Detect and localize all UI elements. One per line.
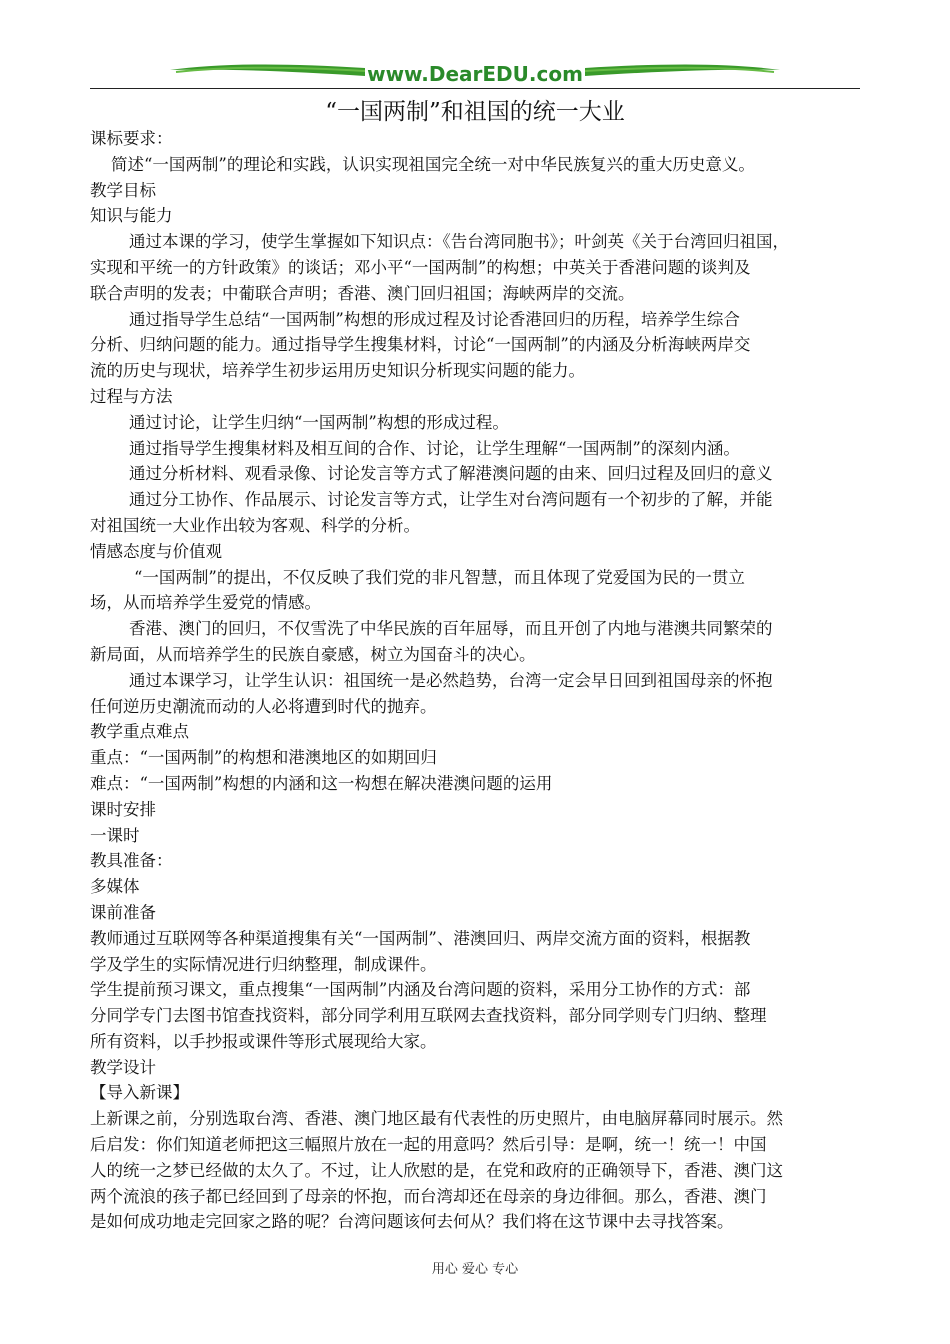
paragraph-line: 实现和平统一的方针政策》的谈话；邓小平“一国两制”的构想；中英关于香港问题的谈判及 [90, 257, 751, 277]
section-heading: 课标要求： [90, 129, 173, 148]
paragraph-line: 联合声明的发表；中葡联合声明；香港、澳门回归祖国；海峡两岸的交流。 [90, 283, 635, 303]
page-footer: 用心 爱心 专心 [431, 1262, 519, 1277]
paragraph-line: 所有资料，以手抄报或课件等形式展现给大家。 [90, 1031, 437, 1051]
paragraph-line: 是如何成功地走完回家之路的呢？台湾问题该何去何从？我们将在这节课中去寻找答案。 [90, 1212, 734, 1232]
paragraph-line: 流的历史与现状，培养学生初步运用历史知识分析现实问题的能力。 [90, 361, 585, 381]
paragraph-line: 重点：“一国两制”的构想和港澳地区的如期回归 [90, 748, 437, 768]
paragraph-line: 通过讨论，让学生归纳“一国两制”构想的形成过程。 [129, 412, 509, 432]
site-header [90, 56, 860, 92]
section-heading: 【导入新课】 [90, 1083, 189, 1103]
header-divider [90, 88, 860, 89]
section-heading: 教学设计 [90, 1057, 156, 1077]
paragraph-line: 教师通过互联网等各种渠道搜集有关“一国两制”、港澳回归、两岸交流方面的资料，根据教 [90, 928, 751, 948]
paragraph-line: 人的统一之梦已经做的太久了。不过，让人欣慰的是，在党和政府的正确领导下，香港、澳门这 [90, 1160, 783, 1180]
section-heading: 教学重点难点 [90, 722, 189, 742]
paragraph-line: 上新课之前，分别选取台湾、香港、澳门地区最有代表性的历史照片，由电脑屏幕同时展示。然 [90, 1109, 783, 1129]
document-body [90, 126, 862, 1235]
paragraph-line: 场，从而培养学生爱党的情感。 [90, 593, 321, 613]
section-heading: 课前准备 [90, 902, 156, 922]
section-heading: 过程与方法 [90, 386, 173, 406]
paragraph-line: 通过分析材料、观看录像、讨论发言等方式了解港澳问题的由来、回归过程及回归的意义 [129, 464, 773, 484]
paragraph-line: 通过指导学生总结“一国两制”构想的形成过程及讨论香港回归的历程，培养学生综合 [129, 309, 740, 329]
paragraph-line: 简述“一国两制”的理论和实践，认识实现祖国完全统一对中华民族复兴的重大历史意义。 [111, 154, 755, 174]
paragraph-line: 学及学生的实际情况进行归纳整理，制成课件。 [90, 954, 437, 974]
section-heading: 情感态度与价值观 [90, 541, 222, 561]
paragraph-line: 一课时 [90, 825, 140, 845]
paragraph-line: 分析、归纳问题的能力。通过指导学生搜集材料，讨论“一国两制”的内涵及分析海峡两岸交 [90, 335, 751, 355]
paragraph-line: 通过本课学习，让学生认识：祖国统一是必然趋势，台湾一定会早日回到祖国母亲的怀抱 [129, 670, 773, 690]
paragraph-line: “一国两制”的提出，不仅反映了我们党的非凡智慧，而且体现了党爱国为民的一贯立 [134, 567, 745, 587]
paragraph-line: 通过分工协作、作品展示、讨论发言等方式，让学生对台湾问题有一个初步的了解，并能 [129, 490, 773, 510]
page-title: “一国两制”和祖国的统一大业 [325, 99, 625, 125]
paragraph-line: 学生提前预习课文，重点搜集“一国两制”内涵及台湾问题的资料，采用分工协作的方式：部 [90, 980, 751, 1000]
paragraph-line: 后启发：你们知道老师把这三幅照片放在一起的用意吗？然后引导：是啊，统一！统一！中国 [90, 1135, 767, 1155]
paragraph-line: 多媒体 [90, 877, 140, 897]
paragraph-line: 新局面，从而培养学生的民族自豪感，树立为国奋斗的决心。 [90, 644, 536, 664]
paragraph-line: 两个流浪的孩子都已经回到了母亲的怀抱，而台湾却还在母亲的身边徘徊。那么，香港、澳门 [90, 1186, 767, 1206]
paragraph-line: 通过本课的学习，使学生掌握如下知识点：《告台湾同胞书》；叶剑英《关于台湾回归祖国， [129, 232, 789, 252]
section-heading: 知识与能力 [90, 206, 173, 226]
paragraph-line: 通过指导学生搜集材料及相互间的合作、讨论，让学生理解“一国两制”的深刻内涵。 [129, 438, 740, 458]
section-heading: 课时安排 [90, 799, 156, 819]
paragraph-line: 对祖国统一大业作出较为客观、科学的分析。 [90, 515, 420, 535]
section-heading: 教具准备： [90, 851, 173, 871]
paragraph-line: 香港、澳门的回归，不仅雪洗了中华民族的百年屈辱，而且开创了内地与港澳共同繁荣的 [129, 619, 773, 639]
section-heading: 教学目标 [90, 180, 156, 200]
paragraph-line: 分同学专门去图书馆查找资料，部分同学利用互联网去查找资料，部分同学则专门归纳、整理 [90, 1006, 767, 1026]
site-logo-text[interactable]: www.DearEDU.com [367, 62, 583, 86]
paragraph-line: 任何逆历史潮流而动的人必将遭到时代的抛弃。 [90, 696, 437, 716]
paragraph-line: 难点：“一国两制”构想的内涵和这一构想在解决港澳问题的运用 [90, 773, 553, 793]
